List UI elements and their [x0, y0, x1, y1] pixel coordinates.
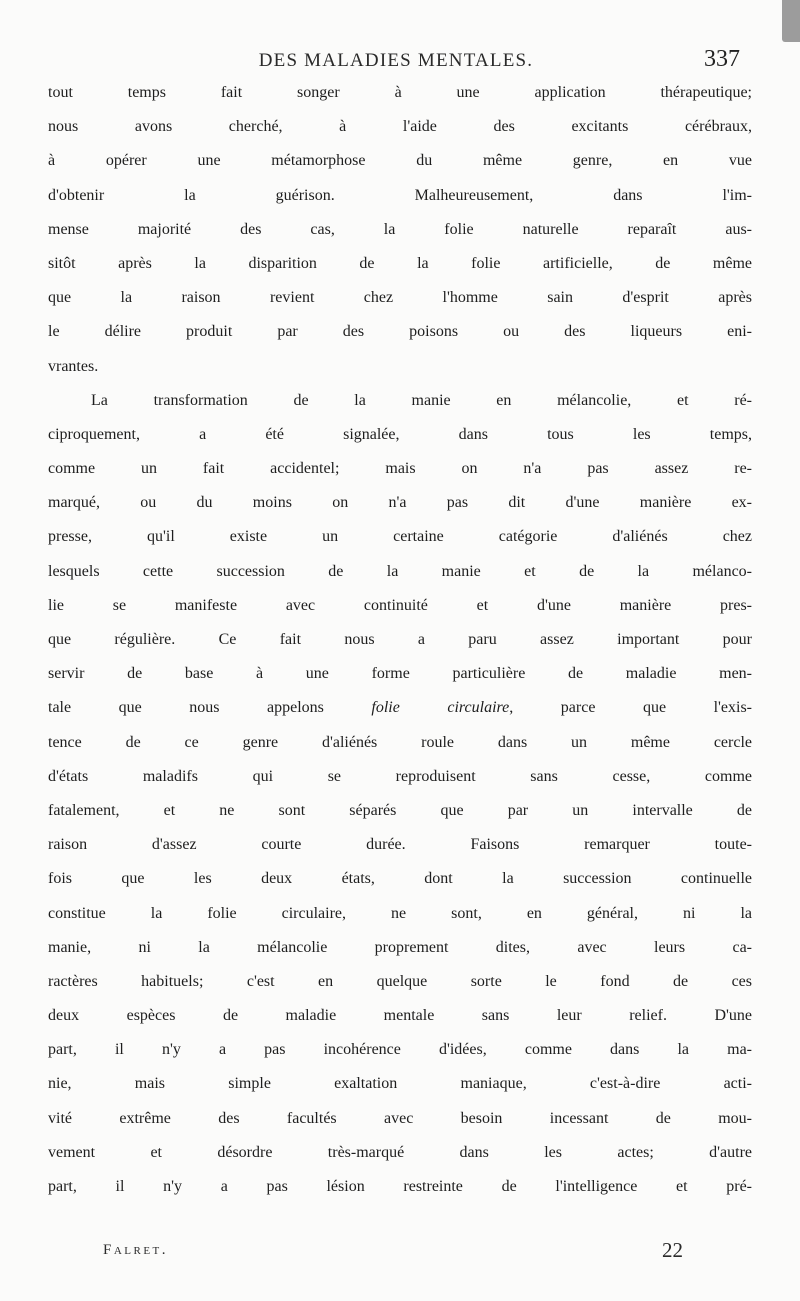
- text-line: vité extrême des facultés avec besoin incessant de mou-: [48, 1109, 752, 1127]
- text-line: part, il n'y a pas incohérence d'idées, comme dans la ma-: [48, 1041, 752, 1059]
- text-line: d'obtenir la guérison. Malheureusement, dans l'im-: [48, 186, 752, 204]
- text-line: servir de base à une forme particulière de maladie men-: [48, 665, 752, 683]
- text-line: constitue la folie circulaire, ne sont, en général, ni la: [48, 904, 752, 922]
- paragraph-2: [48, 392, 752, 1213]
- text-line: d'états maladifs qui se reproduisent sans cesse, comme: [48, 767, 752, 785]
- page-footer: [103, 1238, 683, 1268]
- text-line: raison d'assez courte durée. Faisons remarquer toute-: [48, 836, 752, 854]
- text-line: tout temps fait songer à une application thérapeutique;: [48, 84, 752, 101]
- text-line: lesquels cette succession de la manie et de la mélanco-: [48, 562, 752, 580]
- text-line: fatalement, et ne sont séparés que par un intervalle de: [48, 801, 752, 819]
- text-line: tence de ce genre d'aliénés roule dans un même cercle: [48, 733, 752, 751]
- text-line: vrantes.: [48, 357, 99, 375]
- text-line: que régulière. Ce fait nous a paru assez important pour: [48, 631, 752, 648]
- text-line: fois que les deux états, dont la succession continuelle: [48, 870, 752, 888]
- text-line: ciproquement, a été signalée, dans tous les temps,: [48, 425, 752, 443]
- paragraph-1: [48, 84, 752, 392]
- italic-term: folie circulaire: [371, 699, 510, 717]
- text-line: part, il n'y a pas lésion restreinte de l'intelligence et pré-: [48, 1178, 752, 1195]
- text-line: que la raison revient chez l'homme sain d'esprit après: [48, 289, 752, 307]
- text-line: nous avons cherché, à l'aide des excitants cérébraux,: [48, 118, 752, 136]
- text-line: sitôt après la disparition de la folie artificielle, de même: [48, 254, 752, 272]
- text-line: presse, qu'il existe un certaine catégorie d'aliénés chez: [48, 528, 752, 546]
- text-line: ractères habituels; c'est en quelque sorte le fond de ces: [48, 972, 752, 990]
- page-edge-tab: [782, 0, 800, 42]
- printer-signature: Falret.: [103, 1242, 169, 1258]
- text-line: La transformation de la manie en mélancolie, et ré-: [91, 391, 752, 409]
- text-line: manie, ni la mélancolie proprement dites, avec leurs ca-: [48, 938, 752, 956]
- text-fragment: tale que nous appelons: [48, 699, 372, 717]
- body-text: [48, 84, 752, 1212]
- text-fragment: , parce que l'exis-: [509, 699, 752, 717]
- text-line: nie, mais simple exaltation maniaque, c'est-à-dire acti-: [48, 1075, 752, 1093]
- running-title: DES MALADIES MENTALES.: [258, 50, 534, 71]
- text-line: deux espèces de maladie mentale sans leur relief. D'une: [48, 1007, 752, 1025]
- page-number: 337: [704, 46, 740, 72]
- text-line: vement et désordre très-marqué dans les actes; d'autre: [48, 1143, 752, 1161]
- text-line: comme un fait accidentel; mais on n'a pas assez re-: [48, 460, 752, 478]
- text-line: lie se manifeste avec continuité et d'une manière pres-: [48, 596, 752, 614]
- text-line: à opérer une métamorphose du même genre, en vue: [48, 152, 752, 170]
- text-line: le délire produit par des poisons ou des liqueurs eni-: [48, 323, 752, 341]
- text-line: marqué, ou du moins on n'a pas dit d'une manière ex-: [48, 494, 752, 512]
- running-head: [48, 46, 744, 76]
- signature-mark: 22: [662, 1238, 683, 1262]
- text-line: mense majorité des cas, la folie naturelle reparaît aus-: [48, 220, 752, 238]
- text-line: [48, 699, 752, 733]
